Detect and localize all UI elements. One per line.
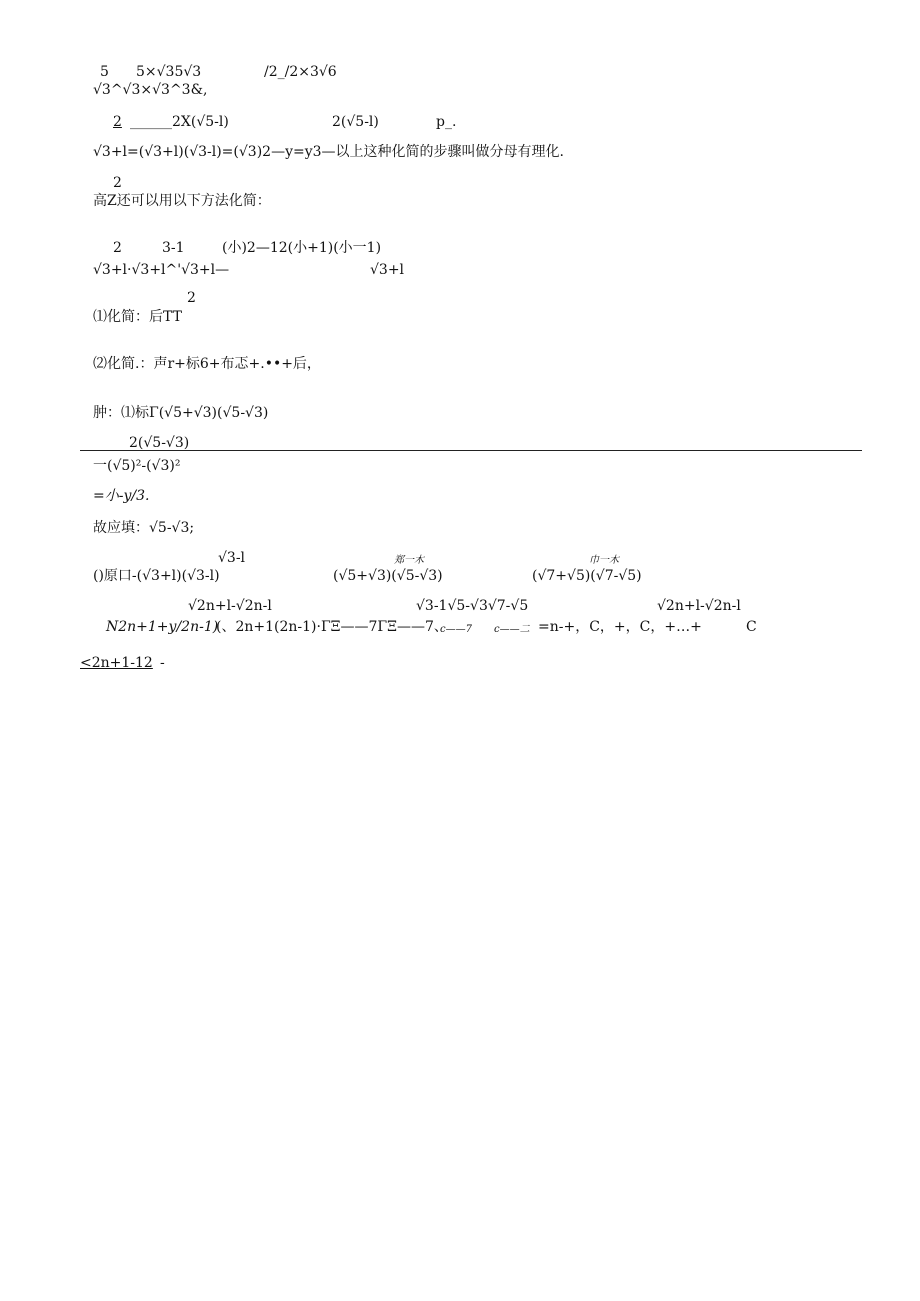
text-line: - bbox=[160, 655, 165, 671]
text-line: p_. bbox=[436, 114, 457, 130]
text-line: 故应填：√5-√3; bbox=[93, 520, 195, 536]
text-line: √2n+l-√2n-l bbox=[657, 598, 741, 614]
text-line: √2n+l-√2n-l bbox=[188, 598, 272, 614]
text-line: √3-l bbox=[218, 550, 246, 566]
text-line: 2 bbox=[113, 114, 122, 130]
text-line: √3^√3×√3^3&, bbox=[93, 82, 208, 98]
text-line: c——7 bbox=[440, 624, 472, 635]
text-line: √3-1√5-√3√7-√5 bbox=[416, 598, 529, 614]
text-line: 5×√35√3 bbox=[136, 64, 202, 80]
text-line: 一(√5)²-(√3)² bbox=[93, 458, 181, 474]
text-line: 5 bbox=[100, 64, 109, 80]
text-line: √3+l bbox=[370, 262, 405, 278]
text-line: N2n+1+y/2n-1) bbox=[106, 619, 219, 635]
text-line: 2(√5-l) bbox=[332, 114, 379, 130]
text-line: 高Z还可以用以下方法化简： bbox=[93, 193, 271, 209]
text-line: C bbox=[746, 619, 757, 635]
text-line: 郑一木 bbox=[394, 555, 424, 566]
text-line: 2 bbox=[113, 175, 122, 191]
text-line: ()原口-(√3+l)(√3-l) bbox=[93, 568, 220, 584]
text-line: (√5+√3)(√5-√3) bbox=[333, 568, 443, 584]
text-line: =n-+，C，+，C，+…+ bbox=[538, 619, 702, 635]
text-line: ______2X(√5-l) bbox=[130, 114, 229, 130]
text-line: <2n+1-12 bbox=[80, 655, 153, 671]
text-line: ⑴化简：后TT bbox=[93, 309, 182, 325]
text-line: (√7+√5)(√7-√5) bbox=[532, 568, 642, 584]
text-line: 2 bbox=[113, 240, 122, 256]
text-line: (、2n+1(2n-1)·ΓΞ——7ΓΞ——7、 bbox=[216, 619, 448, 635]
text-line: c——二 bbox=[494, 624, 530, 635]
text-line: (小)2—12(小+1)(小一1) bbox=[222, 240, 382, 256]
text-line: √3+l=(√3+l)(√3-l)=(√3)2—y=y3—以上这种化简的步骤叫做分母有理化. bbox=[93, 144, 564, 160]
text-line: 巾一木 bbox=[589, 555, 619, 566]
text-line: √3+l·√3+l^'√3+l— bbox=[93, 262, 230, 278]
text-line: 2(√5-√3) bbox=[129, 435, 190, 451]
text-line: /2_/2×3√6 bbox=[264, 64, 337, 80]
text-line: 肿：⑴标Γ(√5+√3)(√5-√3) bbox=[93, 405, 269, 421]
divider-line bbox=[80, 450, 862, 451]
text-line: =小-y/3. bbox=[93, 488, 150, 504]
text-line: 3-1 bbox=[162, 240, 185, 256]
text-line: ⑵化简.：声r+标6+布忑+.••+后， bbox=[93, 356, 321, 372]
text-line: 2 bbox=[187, 290, 196, 306]
